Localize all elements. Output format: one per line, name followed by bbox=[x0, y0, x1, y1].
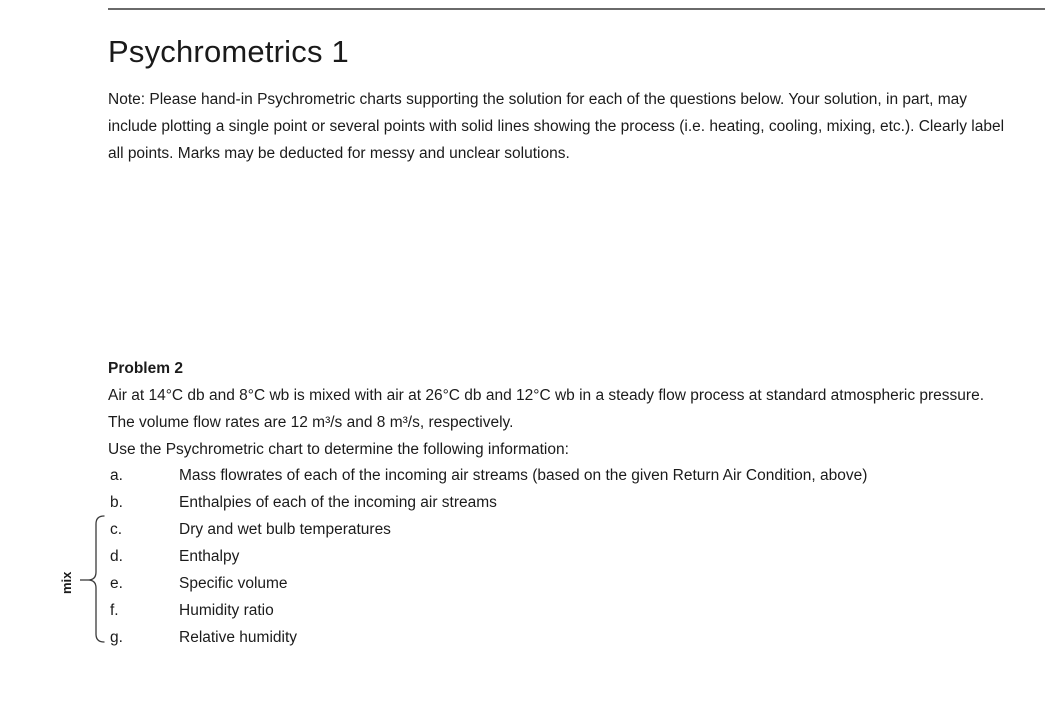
question-item bbox=[108, 624, 1008, 651]
question-list bbox=[108, 462, 1008, 651]
question-text: Specific volume bbox=[179, 575, 288, 592]
question-text: Dry and wet bulb temperatures bbox=[179, 521, 391, 538]
problem-section bbox=[108, 355, 1008, 463]
problem-instruction: Use the Psychrometric chart to determine the following information: bbox=[108, 441, 569, 458]
problem-heading: Problem 2 bbox=[108, 360, 183, 377]
question-letter: c. bbox=[110, 521, 123, 538]
question-letter: d. bbox=[110, 548, 123, 565]
question-item bbox=[108, 462, 1008, 489]
header-rule bbox=[108, 8, 1045, 10]
question-text: Humidity ratio bbox=[179, 602, 274, 619]
question-text: Enthalpies of each of the incoming air streams bbox=[179, 494, 497, 511]
question-letter: b. bbox=[110, 494, 123, 511]
mix-annotation-label: mix bbox=[59, 571, 74, 594]
question-text: Relative humidity bbox=[179, 629, 298, 646]
problem-statement: Air at 14°C db and 8°C wb is mixed with air at 26°C db and 12°C wb in a steady flow process at standard atmospheric pressure. The volume flow rates are 12 m³/s and 8 m³/s, respectively. bbox=[108, 387, 984, 431]
cropped-header-text bbox=[235, 0, 415, 6]
question-item bbox=[108, 489, 1008, 516]
question-letter: g. bbox=[110, 629, 123, 646]
instructions-note: Note: Please hand-in Psychrometric charts supporting the solution for each of the questions below. Your solution, in part, may include plotting a single point or several points with solid lines showing the process (i.e. heating, cooling, mixing, etc.). Clearly label all points. Marks may be deducted for messy and unclear solutions. bbox=[108, 91, 1005, 162]
question-item bbox=[108, 543, 1008, 570]
question-letter: e. bbox=[110, 575, 123, 592]
page-title: Psychrometrics 1 bbox=[108, 34, 349, 69]
question-letter: f. bbox=[110, 602, 119, 619]
question-item bbox=[108, 597, 1008, 624]
mix-bracket-icon bbox=[78, 514, 106, 644]
question-text: Mass flowrates of each of the incoming air streams (based on the given Return Air Condition, above) bbox=[179, 467, 868, 484]
question-item bbox=[108, 516, 1008, 543]
question-text: Enthalpy bbox=[179, 548, 240, 565]
question-letter: a. bbox=[110, 467, 123, 484]
question-item bbox=[108, 570, 1008, 597]
